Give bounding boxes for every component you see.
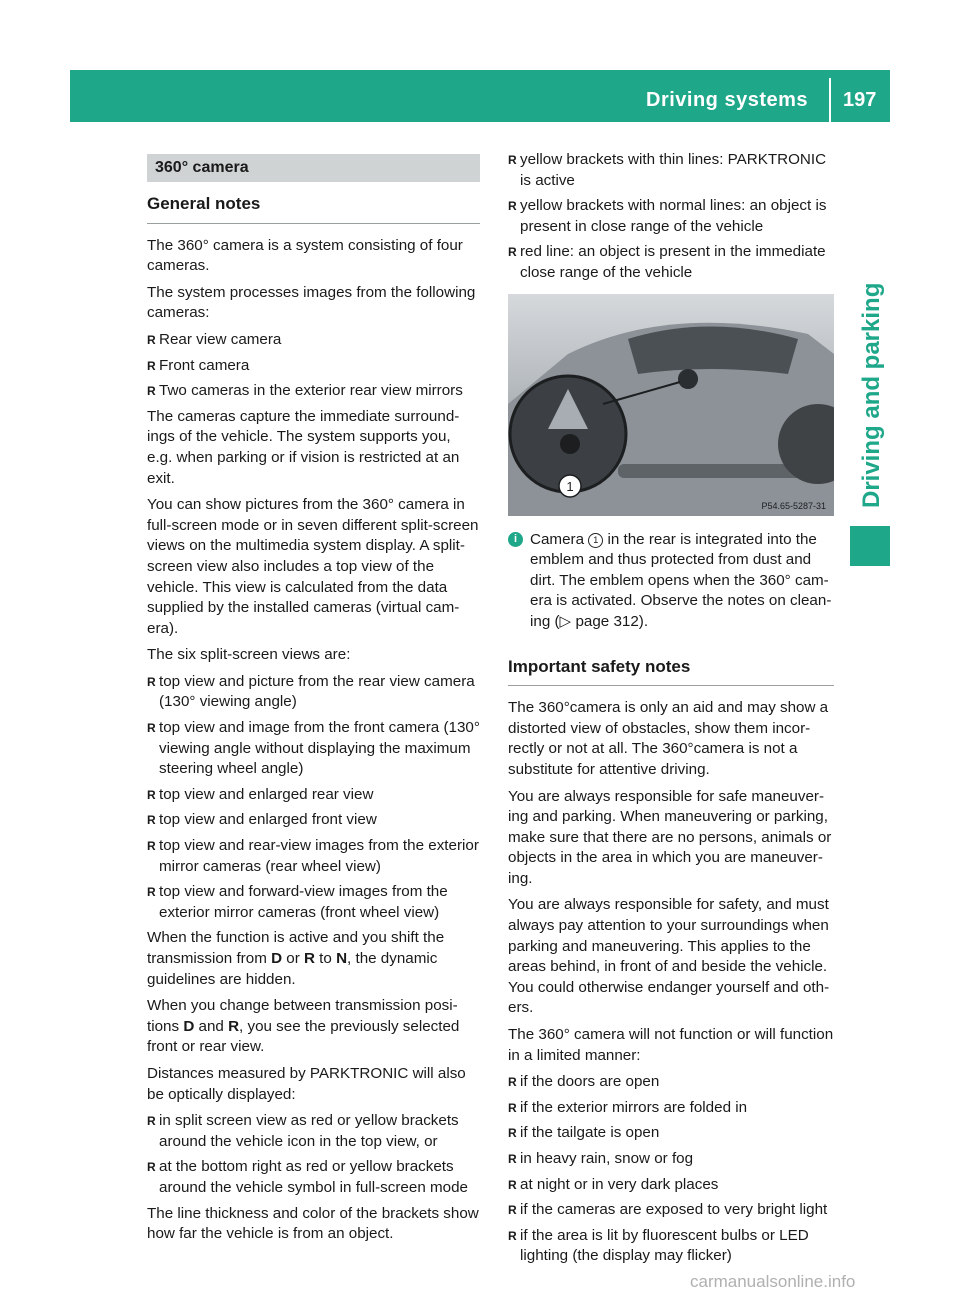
list-item: R Two cameras in the exterior rear view mirrors — [147, 381, 480, 402]
list-item: R if the area is lit by fluorescent bulbs or LED lighting (the display may flicker) — [508, 1226, 834, 1267]
text: Camera — [530, 530, 589, 548]
text: in the rear is integrated into the emblem and thus protected from dust and dirt. The emblem opens when the 360° camera is activated. Observe the notes on cleaning ( — [530, 530, 832, 630]
list-item: R if the cameras are exposed to very bright light — [508, 1200, 834, 1221]
list-item: R yellow brackets with normal lines: an object is present in close range of the vehicle — [508, 196, 834, 237]
info-note — [508, 530, 834, 633]
emblem-camera-shape — [678, 369, 698, 389]
paragraph — [147, 928, 480, 990]
list-item: R top view and image from the front camera (130° viewing angle without displaying the maximum steering wheel angle) — [147, 718, 480, 780]
list-item: R top view and enlarged rear view — [147, 785, 480, 806]
callout-ref: 1 — [588, 533, 603, 548]
paragraph: You can show pictures from the 360° camera in full-screen mode or in seven different split-screen views on the multimedia system display. A split-screen view also includes a top view of the vehicle. This view is calculated from the data supplied by the installed cameras (virtual camera). — [147, 496, 479, 637]
list-item: R top view and picture from the rear view camera (130° viewing angle) — [147, 672, 480, 713]
gear-r: R — [303, 950, 315, 967]
list-item: R in split screen view as red or yellow brackets around the vehicle icon in the top view, or — [147, 1111, 480, 1152]
paragraph: Distances measured by PARKTRONIC will also be optically displayed: — [147, 1064, 466, 1103]
bullet-list — [508, 1072, 834, 1267]
list-item: R Rear view camera — [147, 330, 480, 351]
paragraph: You are always responsible for safety, and must always pay attention to your surroundings when parking and maneuvering. This applies to the areas behind, in front of and beside the vehicle. You could otherwise endanger yourself and others. — [508, 896, 830, 1017]
text: or — [282, 950, 304, 967]
paragraph: The cameras capture the immediate surroundings of the vehicle. The system supports you, e.g. when parking or if vision is restricted at an exit. — [147, 407, 460, 487]
info-icon: i — [508, 532, 523, 547]
list-item: R red line: an object is present in the immediate close range of the vehicle — [508, 242, 834, 283]
list-item: R top view and enlarged front view — [147, 810, 480, 831]
text: When the function is active and you shift the transmission from — [147, 929, 445, 967]
car-rear-illustration — [508, 294, 834, 516]
callout-number: 1 — [566, 478, 574, 494]
paragraph: The six split-screen views are: — [147, 646, 351, 664]
list-item: R if the exterior mirrors are folded in — [508, 1098, 834, 1119]
image-code: P54.65-5287-31 — [761, 500, 826, 511]
paragraph: The line thickness and color of the brackets show how far the vehicle is from an object. — [147, 1204, 479, 1243]
page-number: 197 — [843, 89, 877, 111]
section-heading-general-notes: General notes — [147, 194, 480, 224]
paragraph: The 360° camera is a system consisting of four cameras. — [147, 236, 463, 275]
gear-d: D — [271, 950, 283, 967]
topic-title: 360° camera — [147, 154, 480, 182]
side-tab-label: Driving and parking — [858, 282, 885, 508]
list-item: R if the doors are open — [508, 1072, 834, 1093]
rear-camera-photo — [508, 294, 834, 516]
list-item: R yellow brackets with thin lines: PARKTRONIC is active — [508, 150, 834, 191]
left-column — [147, 150, 480, 1251]
text: , the dynamic guidelines are hidden. — [147, 950, 438, 988]
text: to — [314, 950, 337, 967]
camera-lens-shape — [560, 434, 580, 454]
list-item: R Front camera — [147, 356, 480, 377]
gear-r: R — [228, 1017, 240, 1035]
rear-window-shape — [628, 326, 798, 374]
arrow-icon: ▷ — [559, 612, 572, 630]
paragraph: The 360° camera will not function or will function in a limited manner: — [508, 1026, 834, 1064]
text: When you change between transmission positions — [147, 997, 458, 1035]
text: page 312). — [571, 612, 649, 630]
list-item: R top view and forward-view images from the exterior mirror cameras (front wheel view) — [147, 882, 480, 923]
paragraph: The 360°camera is only an aid and may show a distorted view of obstacles, show them incorrectly or not at all. The 360°camera is not a substitute for attentive driving. — [508, 699, 829, 778]
header-title: Driving systems — [646, 89, 809, 111]
text: and — [194, 1017, 229, 1035]
paragraph — [147, 996, 480, 1058]
right-column — [508, 150, 834, 1272]
side-tab-marker — [850, 526, 890, 566]
list-item: R at night or in very dark places — [508, 1175, 834, 1196]
paragraph: You are always responsible for safe maneuvering and parking. When maneuvering or parking, make sure that there are no persons, animals or objects in the area in which you are maneuvering. — [508, 787, 832, 887]
bullet-list — [147, 330, 480, 402]
bullet-list — [147, 672, 480, 924]
bullet-list — [147, 1111, 480, 1198]
section-heading-important-safety-notes: Important safety notes — [508, 657, 834, 687]
watermark: carmanualsonline.info — [690, 1272, 856, 1291]
gear-d: D — [183, 1017, 195, 1035]
bullet-list — [508, 150, 834, 284]
list-item: R in heavy rain, snow or fog — [508, 1149, 834, 1170]
paragraph: The system processes images from the following cameras: — [147, 283, 476, 322]
list-item: R top view and rear-view images from the exterior mirror cameras (rear wheel view) — [147, 836, 480, 877]
list-item: R if the tailgate is open — [508, 1123, 834, 1144]
text: , you see the previously selected front or rear view. — [147, 1017, 460, 1056]
header-divider — [829, 78, 831, 122]
list-item: R at the bottom right as red or yellow brackets around the vehicle symbol in full-screen mode — [147, 1157, 480, 1198]
gear-n: N — [336, 950, 348, 967]
